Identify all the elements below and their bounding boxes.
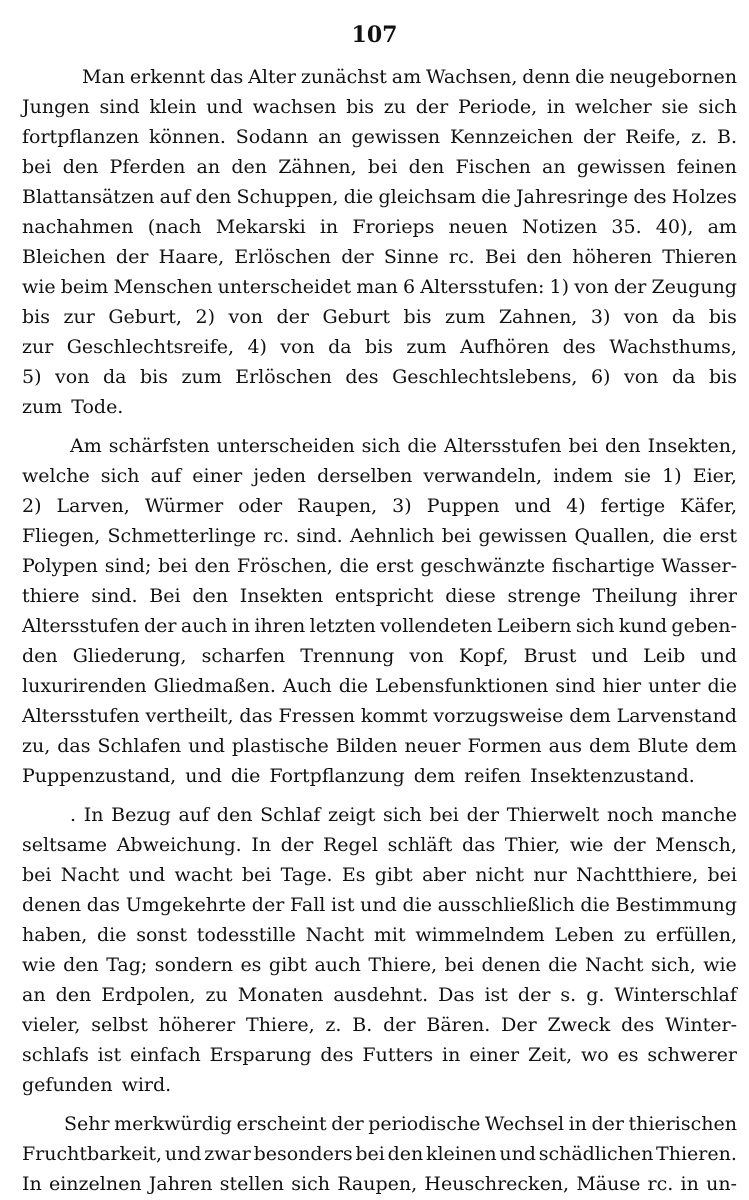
text-line: 5) von da bis zum Erlöschen des Geschlechtslebens, 6) von da bis — [22, 366, 737, 388]
text-line: fortpflanzen können. Sodann an gewissen Kennzeichen der Reife, z. B. — [22, 126, 737, 148]
text-line: bei den Pferden an den Zähnen, bei den Fischen an gewissen feinen — [22, 156, 737, 178]
text-line: wie den Tag; sondern es gibt auch Thiere, bei denen die Nacht sich, wie — [22, 954, 737, 976]
paragraph — [22, 800, 737, 1100]
text-line: Blattansätzen auf den Schuppen, die gleichsam die Jahresringe des Holzes — [22, 186, 737, 208]
paragraph — [22, 1109, 737, 1199]
text-line: bis zur Geburt, 2) von der Geburt bis zum Zahnen, 3) von da bis — [22, 306, 737, 328]
text-line: 2) Larven, Würmer oder Raupen, 3) Puppen und 4) fertige Käfer, — [22, 495, 737, 517]
text-line: wie beim Menschen unterscheidet man 6 Altersstufen: 1) von der Zeugung — [22, 276, 737, 298]
text-line: haben, die sonst todesstille Nacht mit wimmelndem Leben zu erfüllen, — [22, 924, 737, 946]
text-line: Man erkennt das Alter zunächst am Wachsen, denn die neugebornen — [82, 66, 737, 88]
text-line: denen das Umgekehrte der Fall ist und die ausschließlich die Bestimmung — [22, 894, 737, 916]
text-line: gefunden wird. — [22, 1074, 172, 1096]
text-line: zur Geschlechtsreife, 4) von da bis zum Aufhören des Wachsthums, — [22, 336, 737, 358]
text-line: Fliegen, Schmetterlinge rc. sind. Aehnlich bei gewissen Quallen, die erst — [22, 525, 737, 547]
text-line: thiere sind. Bei den Insekten entspricht diese strenge Theilung ihrer — [22, 585, 737, 607]
text-line: nachahmen (nach Mekarski in Frorieps neuen Notizen 35. 40), am — [22, 216, 737, 238]
text-line: zu, das Schlafen und plastische Bilden neuer Formen aus dem Blute dem — [22, 735, 737, 757]
text-line: . In Bezug auf den Schlaf zeigt sich bei der Thierwelt noch manche — [70, 804, 737, 826]
text-line: Bleichen der Haare, Erlöschen der Sinne rc. Bei den höheren Thieren — [22, 246, 737, 268]
text-line: Puppenzustand, und die Fortpflanzung dem reifen Insektenzustand. — [22, 765, 695, 787]
page-number: 107 — [351, 22, 398, 48]
text-line: In einzelnen Jahren stellen sich Raupen, Heuschrecken, Mäuse rc. in un- — [22, 1173, 737, 1195]
text-line: an den Erdpolen, zu Monaten ausdehnt. Das ist der s. g. Winterschlaf — [22, 984, 737, 1006]
text-line: luxurirenden Gliedmaßen. Auch die Lebensfunktionen sind hier unter die — [22, 675, 737, 697]
text-line: Polypen sind; bei den Fröschen, die erst geschwänzte fischartige Wasser- — [22, 555, 737, 577]
text-line: schlafs ist einfach Ersparung des Futters in einer Zeit, wo es schwerer — [22, 1044, 737, 1066]
text-line: bei Nacht und wacht bei Tage. Es gibt aber nicht nur Nachtthiere, bei — [22, 864, 737, 886]
text-line: seltsame Abweichung. In der Regel schläft das Thier, wie der Mensch, — [22, 834, 737, 856]
text-line: den Gliederung, scharfen Trennung von Kopf, Brust und Leib und — [22, 645, 737, 667]
body-text — [22, 62, 737, 1199]
paragraph — [22, 62, 737, 422]
text-line: Sehr merkwürdig erscheint der periodische Wechsel in der thierischen — [64, 1113, 737, 1135]
text-line: vieler, selbst höherer Thiere, z. B. der Bären. Der Zweck des Winter- — [22, 1014, 737, 1036]
text-line: Altersstufen der auch in ihren letzten vollendeten Leibern sich kund geben- — [22, 615, 737, 637]
paragraph — [22, 431, 737, 791]
text-line: Fruchtbarkeit, und zwar besonders bei den kleinen und schädlichen Thieren. — [22, 1143, 737, 1165]
text-line: zum Tode. — [22, 396, 124, 418]
text-line: welche sich auf einer jeden derselben verwandeln, indem sie 1) Eier, — [22, 465, 737, 487]
text-line: Am schärfsten unterscheiden sich die Altersstufen bei den Insekten, — [70, 435, 737, 457]
text-line: Altersstufen vertheilt, das Fressen kommt vorzugsweise dem Larvenstand — [22, 705, 737, 727]
text-line: Jungen sind klein und wachsen bis zu der Periode, in welcher sie sich — [22, 96, 737, 118]
